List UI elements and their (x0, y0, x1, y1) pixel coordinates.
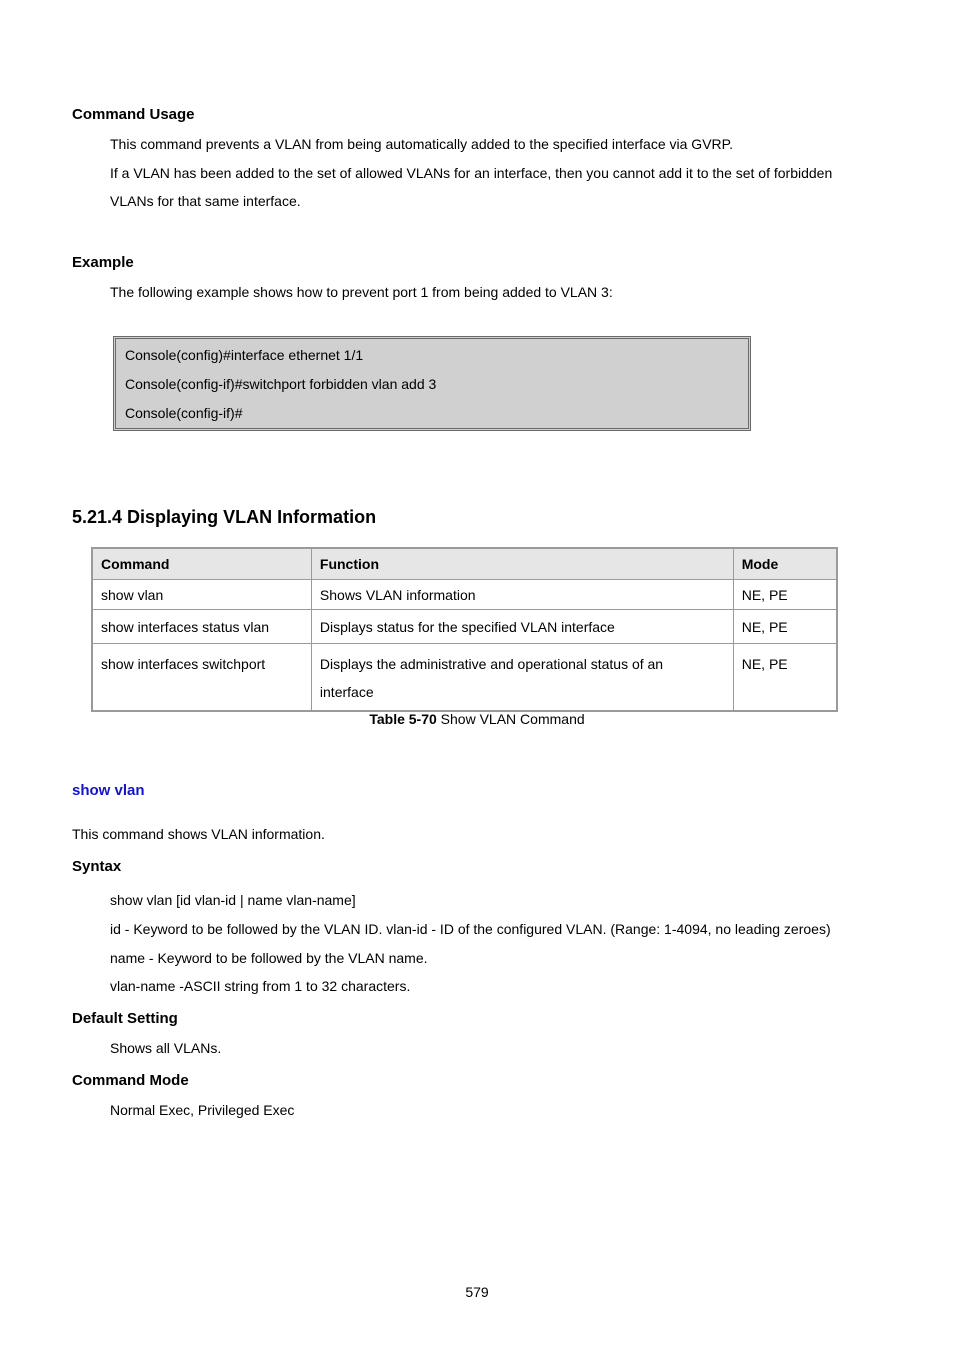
table-cell-command: show interfaces switchport (92, 644, 311, 712)
table-caption-text: Show VLAN Command (436, 711, 585, 727)
code-line-1: Console(config)#interface ethernet 1/1 (125, 347, 364, 363)
table-caption (0, 711, 954, 727)
section-title: 5.21.4 Displaying VLAN Information (72, 507, 377, 527)
syntax-line-1: show vlan [id vlan-id | name vlan-name] (110, 892, 356, 908)
syntax-heading: Syntax (72, 858, 122, 875)
syntax-line-3: name - Keyword to be followed by the VLAN name. (110, 950, 428, 966)
table-header-function: Function (311, 548, 733, 580)
show-vlan-description: This command shows VLAN information. (72, 826, 325, 842)
table-cell-mode: NE, PE (733, 644, 837, 712)
show-vlan-title: show vlan (72, 782, 145, 799)
table-cell-function: Displays status for the specified VLAN interface (311, 610, 733, 644)
syntax-line-2: id - Keyword to be followed by the VLAN ID. vlan-id - ID of the configured VLAN. (Range: 1-4094, no leading zeroes) (110, 921, 831, 937)
code-example-box (113, 336, 751, 431)
table-cell-mode: NE, PE (733, 610, 837, 644)
syntax-line-4: vlan-name -ASCII string from 1 to 32 characters. (110, 978, 411, 994)
table-row (92, 580, 837, 610)
command-usage-line-3: VLANs for that same interface. (110, 193, 301, 209)
command-mode-heading: Command Mode (72, 1072, 189, 1089)
table-cell-function: Displays the administrative and operational status of an interface (311, 644, 733, 712)
table-header-row (92, 548, 837, 580)
command-usage-heading: Command Usage (72, 106, 195, 123)
code-line-2: Console(config-if)#switchport forbidden vlan add 3 (125, 376, 437, 392)
table-header-command: Command (92, 548, 311, 580)
code-line-3: Console(config-if)# (125, 405, 243, 421)
default-setting-heading: Default Setting (72, 1010, 178, 1027)
command-usage-line-1: This command prevents a VLAN from being automatically added to the specified interface via GVRP. (110, 136, 734, 152)
table-cell-mode: NE, PE (733, 580, 837, 610)
command-table (91, 547, 838, 712)
page-number: 579 (465, 1284, 489, 1300)
command-mode-text: Normal Exec, Privileged Exec (110, 1102, 295, 1118)
table-row (92, 610, 837, 644)
default-setting-text: Shows all VLANs. (110, 1040, 222, 1056)
table-cell-command: show interfaces status vlan (92, 610, 311, 644)
command-usage-line-2: If a VLAN has been added to the set of allowed VLANs for an interface, then you cannot add it to the set of forbidden (110, 165, 833, 181)
example-intro: The following example shows how to prevent port 1 from being added to VLAN 3: (110, 284, 613, 300)
table-cell-command: show vlan (92, 580, 311, 610)
example-heading: Example (72, 254, 134, 271)
table-header-mode: Mode (733, 548, 837, 580)
table-cell-function: Shows VLAN information (311, 580, 733, 610)
table-caption-label: Table 5-70 (369, 711, 437, 727)
table-row (92, 644, 837, 712)
